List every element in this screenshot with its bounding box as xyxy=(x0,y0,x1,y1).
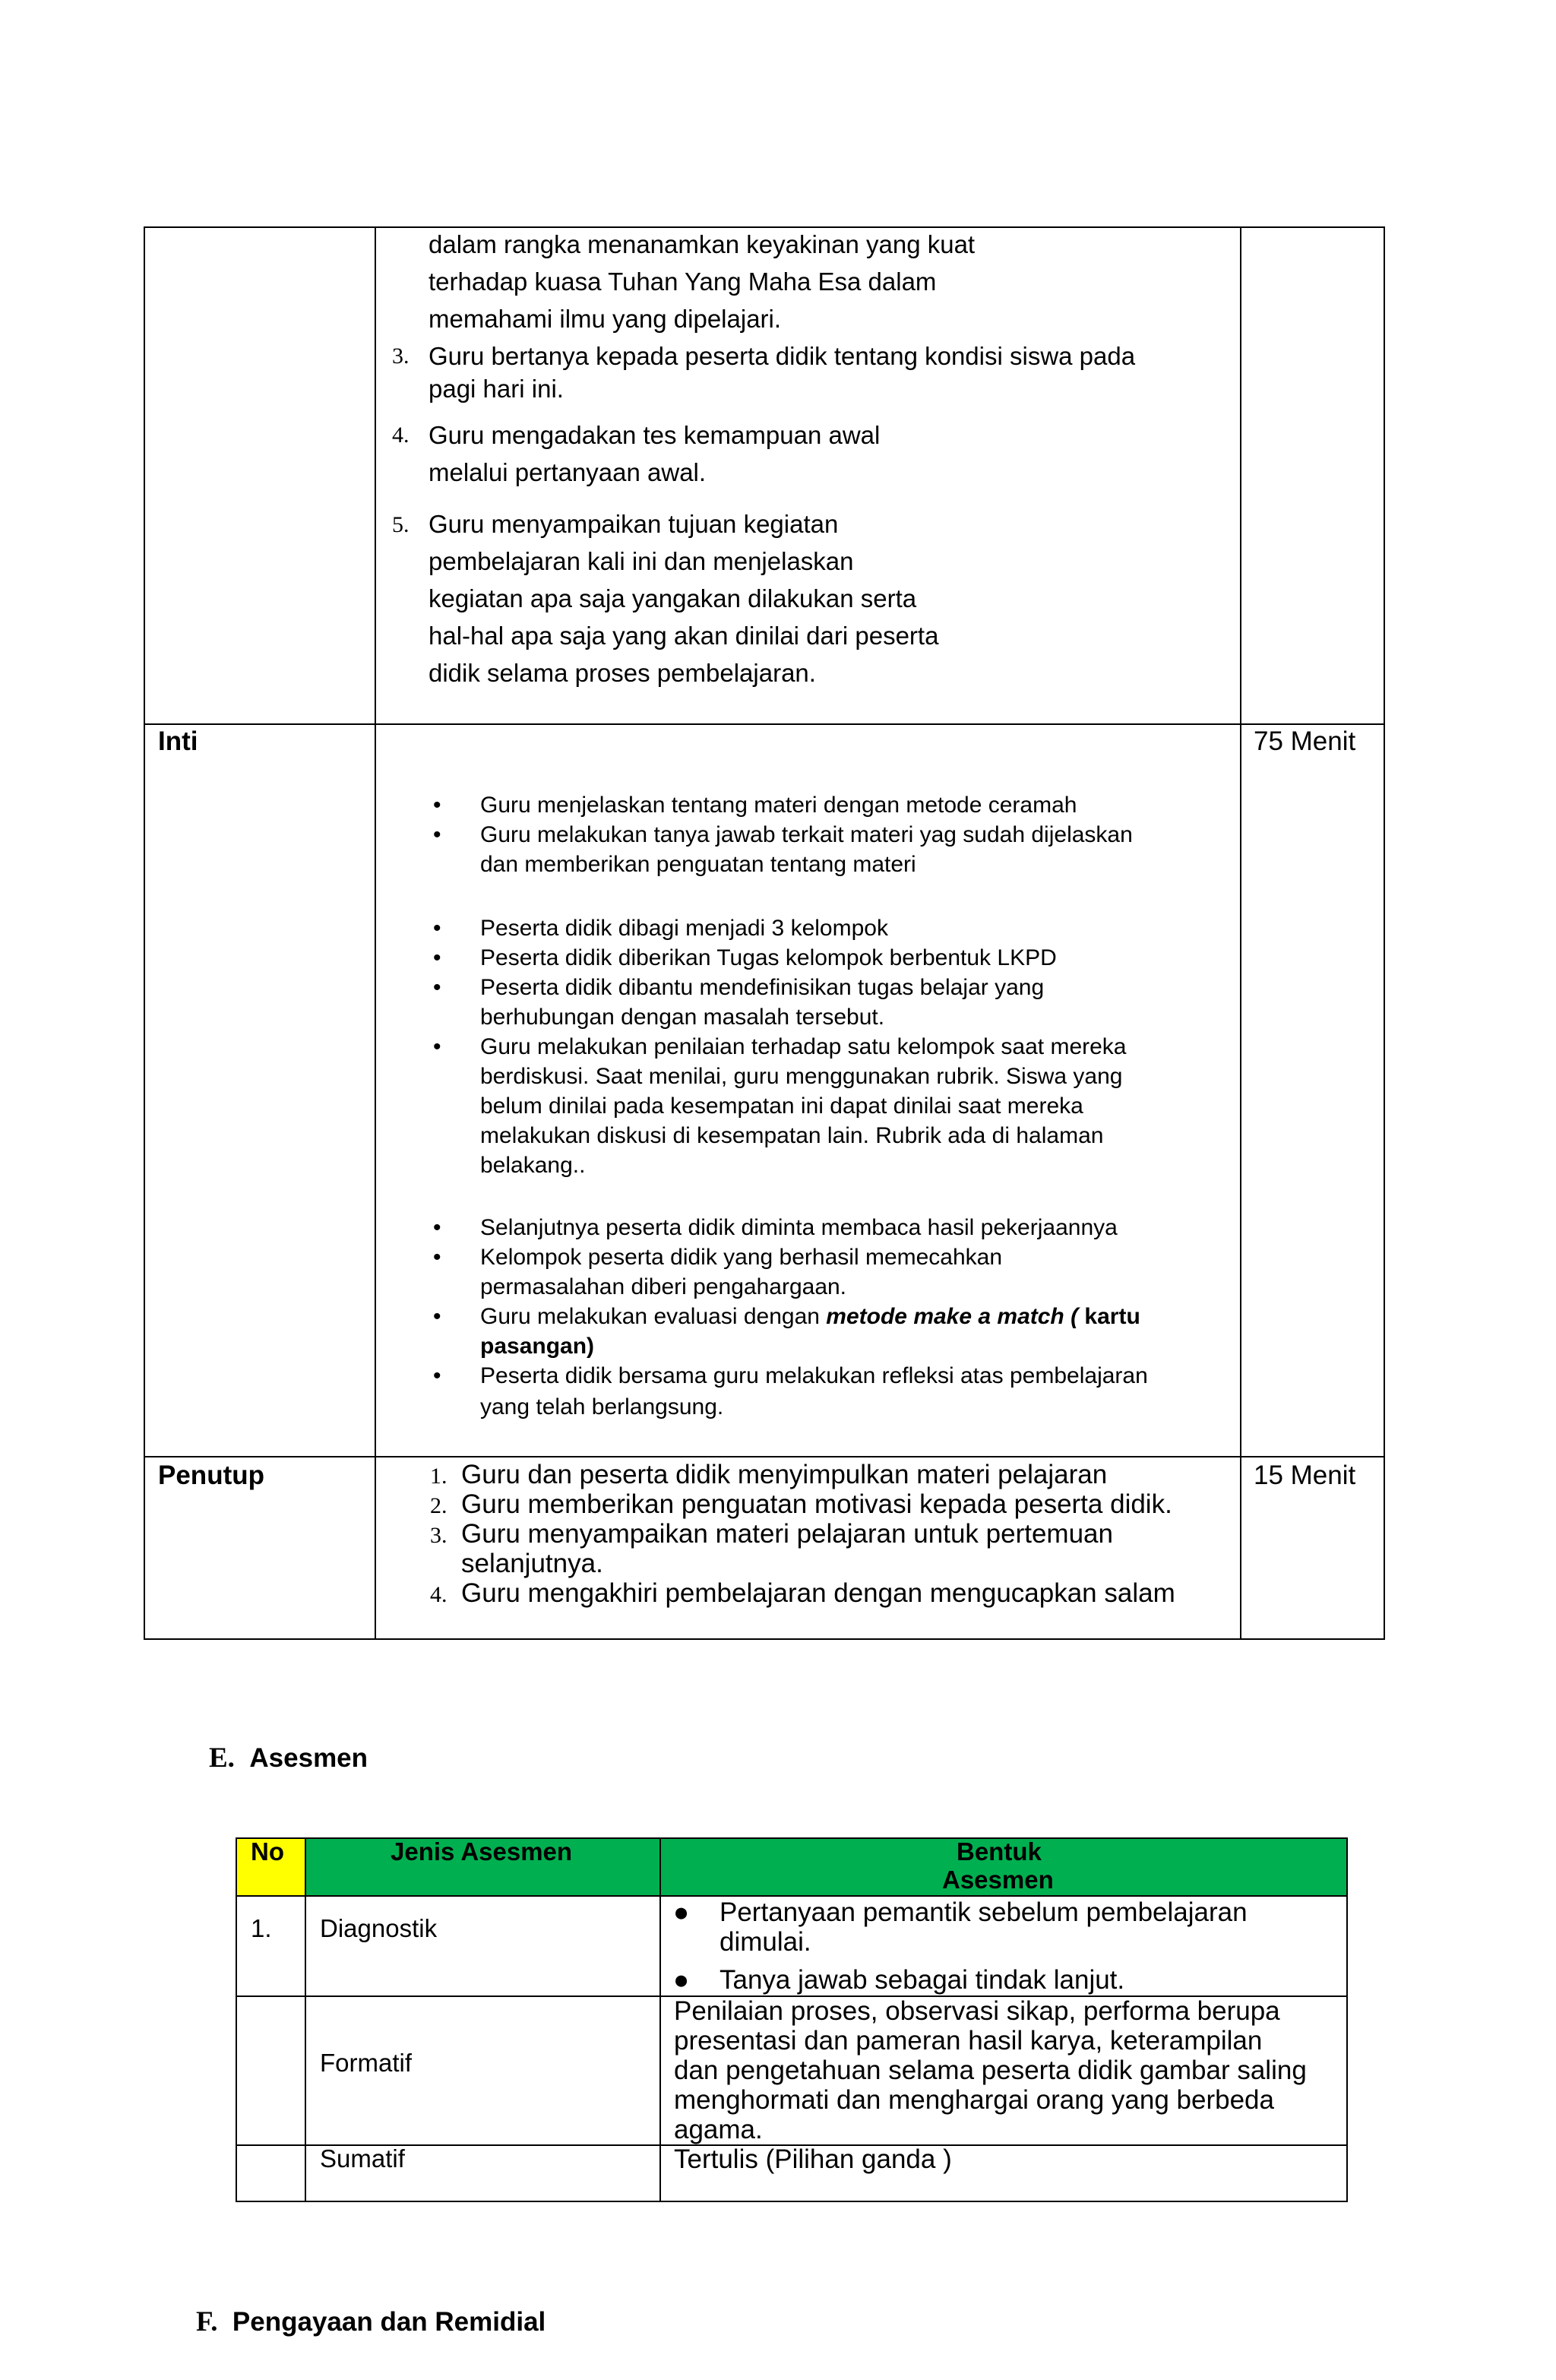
evaluasi-prefix: Guru melakukan evaluasi dengan xyxy=(480,1304,827,1329)
pendahuluan-item-line: pagi hari ini. xyxy=(429,375,564,403)
inti-label: Inti xyxy=(158,726,198,756)
row-bentuk-line: Tertulis (Pilihan ganda ) xyxy=(674,2144,952,2174)
list-number: 3. xyxy=(430,1523,448,1548)
inti-item-line: Guru melakukan penilaian terhadap satu kelompok saat mereka xyxy=(480,1034,1127,1059)
section-f-heading xyxy=(196,2306,546,2338)
row-bentuk-line: Pertanyaan pemantik sebelum pembelajaran xyxy=(719,1897,1248,1927)
inti-duration: 75 Menit xyxy=(1254,726,1356,756)
inti-item-line: berdiskusi. Saat menilai, guru menggunakan rubrik. Siswa yang xyxy=(480,1064,1123,1089)
evaluasi-method: metode make a match ( xyxy=(826,1304,1079,1329)
bullet: • xyxy=(433,1215,441,1240)
bullet: ● xyxy=(673,1965,690,1995)
header-bentuk: Asesmen xyxy=(942,1866,1054,1894)
column-divider xyxy=(1240,228,1241,1638)
inti-evaluasi-line: pasangan) xyxy=(480,1334,595,1359)
row-jenis: Sumatif xyxy=(320,2144,405,2173)
header-no: No xyxy=(251,1837,284,1866)
row-divider xyxy=(145,723,1384,725)
pendahuluan-item-line: melalui pertanyaan awal. xyxy=(429,458,707,486)
bullet: • xyxy=(433,1363,441,1388)
pendahuluan-text-line: terhadap kuasa Tuhan Yang Maha Esa dalam xyxy=(429,267,937,296)
penutup-duration: 15 Menit xyxy=(1254,1461,1356,1490)
bullet: • xyxy=(433,1034,441,1059)
penutup-label: Penutup xyxy=(158,1461,264,1490)
bullet: ● xyxy=(673,1897,690,1927)
column-divider xyxy=(375,228,376,1638)
inti-item-line: Peserta didik diberikan Tugas kelompok berbentuk LKPD xyxy=(480,945,1057,970)
inti-item-line: belakang.. xyxy=(480,1153,586,1178)
inti-item-line: Kelompok peserta didik yang berhasil memecahkan xyxy=(480,1245,1003,1270)
row-bentuk-line: Tanya jawab sebagai tindak lanjut. xyxy=(719,1965,1125,1995)
inti-item-line: belum dinilai pada kesempatan ini dapat dinilai saat mereka xyxy=(480,1093,1083,1119)
section-e-heading xyxy=(209,1742,368,1774)
list-number: 4. xyxy=(392,423,410,448)
header-jenis: Jenis Asesmen xyxy=(391,1837,573,1866)
pendahuluan-item-line: hal-hal apa saja yang akan dinilai dari peserta xyxy=(429,622,939,650)
penutup-item-line: Guru memberikan penguatan motivasi kepada peserta didik. xyxy=(461,1489,1172,1519)
pendahuluan-item-line: kegiatan apa saja yangakan dilakukan serta xyxy=(429,584,917,612)
penutup-item-line: Guru dan peserta didik menyimpulkan materi pelajaran xyxy=(461,1460,1108,1489)
row-divider xyxy=(145,1456,1384,1457)
bullet: • xyxy=(433,916,441,941)
row-bentuk-line: Penilaian proses, observasi sikap, performa berupa xyxy=(674,1996,1280,2026)
bullet: • xyxy=(433,975,441,1000)
section-title: Asesmen xyxy=(249,1743,368,1773)
pendahuluan-item-line: pembelajaran kali ini dan menjelaskan xyxy=(429,547,854,575)
penutup-item-line: selanjutnya. xyxy=(461,1549,603,1578)
inti-item-line: Guru menjelaskan tentang materi dengan metode ceramah xyxy=(480,793,1077,818)
bullet: • xyxy=(433,1245,441,1270)
header-bentuk: Bentuk xyxy=(957,1837,1042,1866)
row-bentuk-line: dan pengetahuan selama peserta didik gambar saling xyxy=(674,2056,1307,2085)
inti-item-line: permasalahan diberi pengahargaan. xyxy=(480,1274,847,1299)
pendahuluan-item-line: Guru bertanya kepada peserta didik tentang kondisi siswa pada xyxy=(429,342,1136,370)
pendahuluan-text-line: memahami ilmu yang dipelajari. xyxy=(429,305,782,333)
row-jenis: Formatif xyxy=(320,2049,413,2077)
inti-item-line: Peserta didik dibagi menjadi 3 kelompok xyxy=(480,916,888,941)
list-number: 2. xyxy=(430,1493,448,1518)
row-jenis: Diagnostik xyxy=(320,1914,438,1942)
pendahuluan-item-line: Guru mengadakan tes kemampuan awal xyxy=(429,421,881,449)
row-divider xyxy=(237,1895,1346,1897)
evaluasi-suffix: kartu xyxy=(1078,1304,1140,1329)
list-number: 3. xyxy=(392,343,410,369)
penutup-item-line: Guru mengakhiri pembelajaran dengan mengucapkan salam xyxy=(461,1578,1175,1608)
section-letter: E. xyxy=(209,1742,235,1774)
column-divider xyxy=(305,1839,306,2201)
inti-item-line: Peserta didik bersama guru melakukan refleksi atas pembelajaran xyxy=(480,1363,1148,1388)
inti-item-line: berhubungan dengan masalah tersebut. xyxy=(480,1005,885,1030)
inti-evaluasi-line xyxy=(480,1302,1140,1331)
column-divider xyxy=(659,1839,661,2201)
pendahuluan-text-line: dalam rangka menanamkan keyakinan yang kuat xyxy=(429,230,976,258)
inti-item-line: yang telah berlangsung. xyxy=(480,1394,724,1419)
section-letter: F. xyxy=(196,2306,218,2337)
list-number: 4. xyxy=(430,1582,448,1607)
inti-item-line: Peserta didik dibantu mendefinisikan tugas belajar yang xyxy=(480,975,1045,1000)
pendahuluan-item-line: Guru menyampaikan tujuan kegiatan xyxy=(429,510,839,538)
bullet: • xyxy=(433,1304,441,1329)
pendahuluan-item-line: didik selama proses pembelajaran. xyxy=(429,659,816,687)
section-title: Pengayaan dan Remidial xyxy=(232,2307,546,2337)
row-bentuk-line: dimulai. xyxy=(719,1927,811,1957)
row-no: 1. xyxy=(251,1914,272,1942)
list-number: 5. xyxy=(392,512,410,537)
bullet: • xyxy=(433,793,441,818)
inti-item-line: Guru melakukan tanya jawab terkait materi yag sudah dijelaskan xyxy=(480,822,1133,847)
row-bentuk-line: agama. xyxy=(674,2115,763,2144)
list-number: 1. xyxy=(430,1464,448,1489)
inti-item-line: Selanjutnya peserta didik diminta membaca hasil pekerjaannya xyxy=(480,1215,1118,1240)
penutup-item-line: Guru menyampaikan materi pelajaran untuk pertemuan xyxy=(461,1519,1113,1549)
bullet: • xyxy=(433,945,441,970)
row-bentuk-line: presentasi dan pameran hasil karya, keterampilan xyxy=(674,2026,1263,2056)
inti-item-line: melakukan diskusi di kesempatan lain. Rubrik ada di halaman xyxy=(480,1123,1104,1148)
bullet: • xyxy=(433,822,441,847)
inti-item-line: dan memberikan penguatan tentang materi xyxy=(480,852,916,877)
row-bentuk-line: menghormati dan menghargai orang yang berbeda xyxy=(674,2085,1274,2115)
